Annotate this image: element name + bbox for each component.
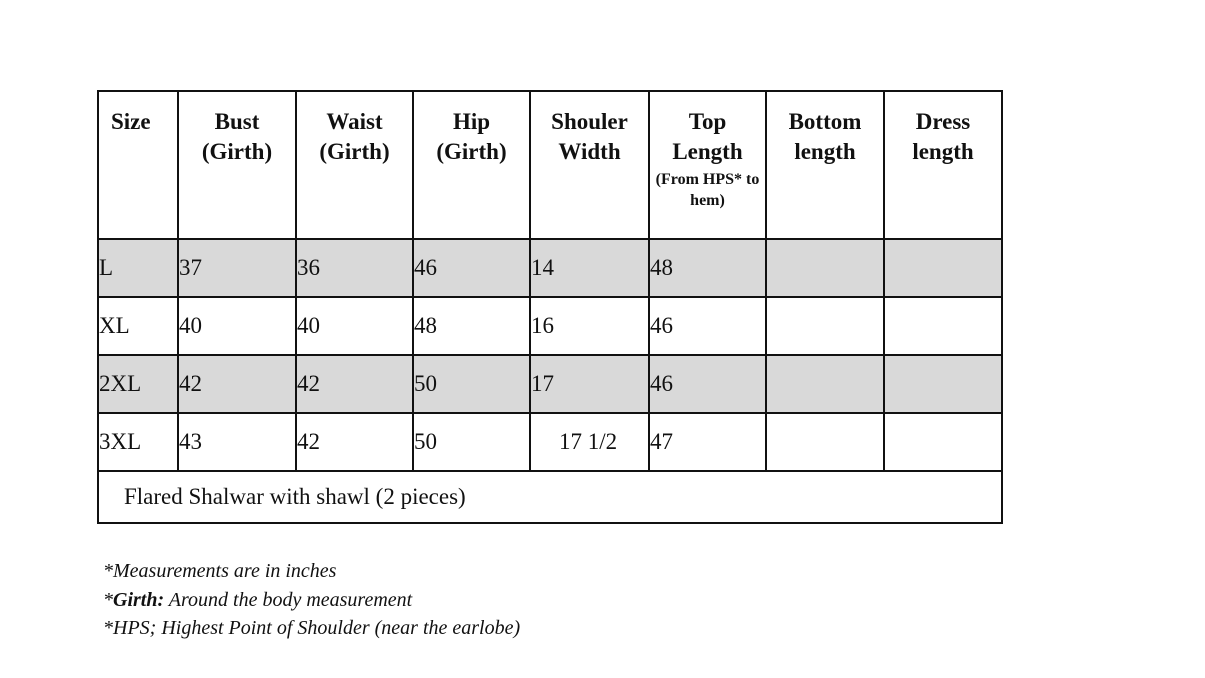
header-top-length <box>649 91 766 239</box>
hip-cell: 48 <box>413 297 530 355</box>
header-top-length-note: (From HPS* to hem) <box>655 171 760 209</box>
bottom-length-cell <box>766 413 884 471</box>
waist-cell: 36 <box>296 239 413 297</box>
shoulder-cell: 16 <box>530 297 649 355</box>
header-waist <box>296 91 413 239</box>
table-row <box>98 239 1002 297</box>
bottom-length-cell <box>766 297 884 355</box>
footnote-measurements: *Measurements are in inches <box>103 560 337 582</box>
header-waist-line-1: Waist <box>326 109 383 134</box>
waist-cell: 42 <box>296 413 413 471</box>
bust-cell: 42 <box>178 355 296 413</box>
bottom-length-cell <box>766 355 884 413</box>
shoulder-cell: 17 1/2 <box>530 413 649 471</box>
dress-length-cell <box>884 413 1002 471</box>
header-row <box>98 91 1002 239</box>
size-chart-table <box>97 90 1003 524</box>
header-hip <box>413 91 530 239</box>
top-length-cell: 47 <box>649 413 766 471</box>
shoulder-cell: 14 <box>530 239 649 297</box>
table-row <box>98 413 1002 471</box>
top-length-cell: 46 <box>649 297 766 355</box>
hip-cell: 46 <box>413 239 530 297</box>
hip-cell: 50 <box>413 355 530 413</box>
header-shoulder-line-1: Shouler <box>551 109 628 134</box>
hip-cell: 50 <box>413 413 530 471</box>
header-bust-line-2: (Girth) <box>201 139 273 164</box>
bust-cell: 40 <box>178 297 296 355</box>
bust-cell: 37 <box>178 239 296 297</box>
header-dress-length-line-2: length <box>912 139 974 164</box>
dress-length-cell <box>884 297 1002 355</box>
header-size-line: Size <box>111 109 151 134</box>
header-waist-line-2: (Girth) <box>319 139 390 164</box>
dress-length-cell <box>884 239 1002 297</box>
header-hip-line-2: (Girth) <box>436 139 507 164</box>
top-length-cell: 48 <box>649 239 766 297</box>
size-cell: XL <box>98 297 178 355</box>
table-row <box>98 355 1002 413</box>
bottom-length-cell <box>766 239 884 297</box>
header-dress-length-line-1: Dress <box>915 109 971 134</box>
header-bottom-length-line-1: Bottom <box>788 109 862 134</box>
header-dress-length <box>884 91 1002 239</box>
size-cell: 2XL <box>98 355 178 413</box>
footnote-girth-text: Around the body measurement <box>164 588 413 611</box>
size-cell: L <box>98 239 178 297</box>
header-bust-line-1: Bust <box>214 109 260 134</box>
footnote-girth-prefix: * <box>103 588 113 611</box>
header-bottom-length <box>766 91 884 239</box>
footnote-hps: *HPS; Highest Point of Shoulder (near the earlobe) <box>103 617 521 639</box>
waist-cell: 40 <box>296 297 413 355</box>
waist-cell: 42 <box>296 355 413 413</box>
footnotes <box>103 557 520 643</box>
dress-length-cell <box>884 355 1002 413</box>
header-shoulder-line-2: Width <box>558 139 621 164</box>
top-length-cell: 46 <box>649 355 766 413</box>
product-note: Flared Shalwar with shawl (2 pieces) <box>98 471 1002 523</box>
header-bottom-length-line-2: length <box>794 139 856 164</box>
header-top-length-line-2: Length <box>672 139 743 164</box>
header-top-length-line-1: Top <box>688 109 727 134</box>
header-hip-line-1: Hip <box>452 109 491 134</box>
header-size <box>98 91 178 239</box>
footnote-girth <box>103 586 520 615</box>
header-bust <box>178 91 296 239</box>
size-cell: 3XL <box>98 413 178 471</box>
note-row <box>98 471 1002 523</box>
header-shoulder-width <box>530 91 649 239</box>
bust-cell: 43 <box>178 413 296 471</box>
footnote-girth-term: Girth: <box>113 588 165 611</box>
table-row <box>98 297 1002 355</box>
shoulder-cell: 17 <box>530 355 649 413</box>
